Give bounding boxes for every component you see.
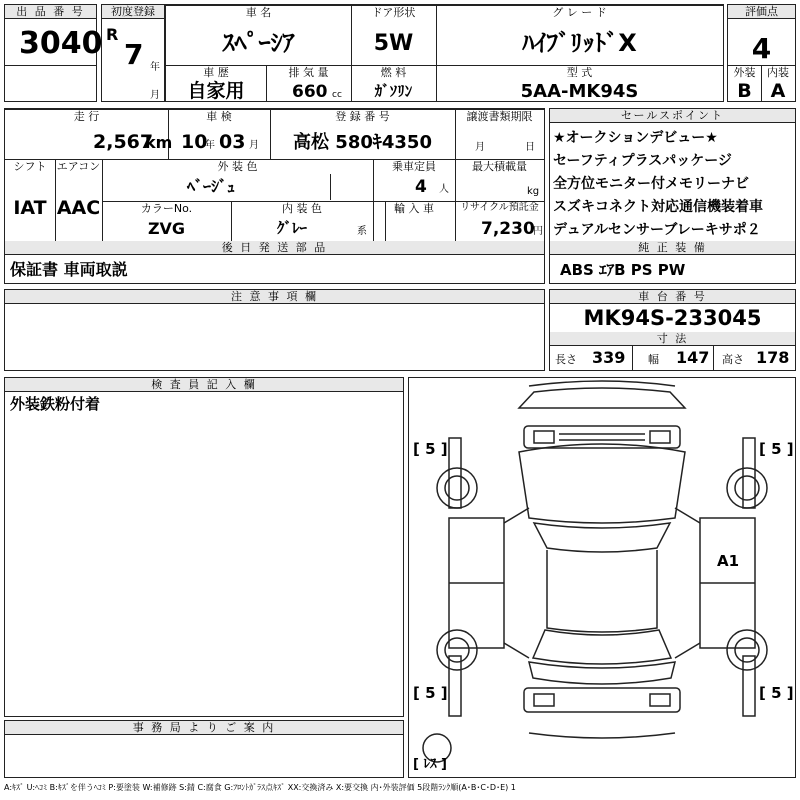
model-label: 型 式 <box>566 66 593 79</box>
door-label: ドア形状 <box>371 6 416 19</box>
height-label: 高さ <box>722 353 744 366</box>
height: 178 <box>756 348 790 367</box>
load-label: 最大積載量 <box>472 160 527 173</box>
exterior-label: 外装 <box>733 66 756 79</box>
model-code: 5AA-MK94S <box>520 81 639 102</box>
recycle-unit: 円 <box>533 226 543 237</box>
vehicle-name: ｽﾍﾟｰｼｱ <box>222 29 295 57</box>
exterior-grade: B <box>737 80 752 102</box>
shift-label: シフト <box>13 160 47 173</box>
lot-label: 出 品 番 号 <box>5 5 96 19</box>
mileage-unit: km <box>145 133 173 152</box>
door-type: 5W <box>373 31 414 56</box>
chassis-label: 車 台 番 号 <box>550 290 795 304</box>
grade-label: グ レ ー ド <box>552 6 607 19</box>
tire-rear-left: [ 5 ] <box>413 684 448 702</box>
later-parts: 保証書 車両取説 <box>10 260 128 279</box>
sales-point: セーフティプラスパッケージ <box>553 153 732 169</box>
sales-box <box>549 108 796 284</box>
equipment-label: 純 正 装 備 <box>550 241 795 255</box>
inspector-notes: 外装鉄粉付着 <box>10 395 101 413</box>
damage-mark: A1 <box>717 552 740 570</box>
length: 339 <box>592 348 626 367</box>
office-label: 事 務 局 よ り ご 案 内 <box>5 721 403 735</box>
air-conditioner: AAC <box>56 197 101 219</box>
transfer-day: 日 <box>525 142 535 153</box>
details-box <box>4 108 545 284</box>
ac-label: エアコン <box>56 160 101 173</box>
inspector-label: 検 査 員 記 入 欄 <box>5 378 403 392</box>
color-number: ZVG <box>147 219 186 238</box>
sales-point: デュアルセンサーブレーキサポ２ <box>553 222 761 238</box>
inspection-month: 03 <box>219 131 246 153</box>
lot-box <box>4 4 103 102</box>
car-diagram-box <box>408 377 796 778</box>
dimensions-label: 寸 法 <box>550 332 795 346</box>
width: 147 <box>676 348 710 367</box>
capacity: 4 <box>415 177 427 197</box>
notes-box <box>4 289 545 371</box>
displacement-unit: cc <box>332 90 342 100</box>
month-unit: 月 <box>150 90 160 101</box>
lot-number: 3040 <box>19 26 103 61</box>
mileage: 2,567 <box>93 131 154 153</box>
displacement-label: 排 気 量 <box>288 66 329 79</box>
history-label: 車 歴 <box>203 66 229 79</box>
chassis-box <box>549 289 796 371</box>
fuel: ｶﾞｿﾘﾝ <box>374 82 413 100</box>
int-color-unit: 系 <box>357 226 367 237</box>
inspection-label: 車 検 <box>206 110 232 123</box>
mileage-label: 走 行 <box>73 110 100 123</box>
recycle-label: リサイクル預託金 <box>460 202 539 213</box>
color-no-label: カラーNo. <box>140 202 193 215</box>
sales-label: セールスポイント <box>550 109 795 123</box>
car-diagram <box>409 378 795 777</box>
sales-point: スズキコネクト対応通信機装着車 <box>553 199 763 215</box>
vehicle-main-box <box>165 4 724 102</box>
interior-grade: A <box>770 80 786 102</box>
legend: A:ｷｽﾞ U:ﾍｺﾐ B:ｷｽﾞを伴うﾍｺﾐ P:要塗装 W:補修跡 S:錆 C:腐食 G:ﾌﾛﾝﾄｶﾞﾗｽ点ｷｽﾞ XX:交換済み X:要交換 内･外装評価 5段階ﾗﾝｸ順(A･B･C･D･E) 1 <box>4 783 516 792</box>
interior-color: ｸﾞﾚｰ <box>277 219 308 237</box>
capacity-unit: 人 <box>439 184 449 195</box>
tire-rear-right: [ 5 ] <box>759 684 794 702</box>
chassis-number: MK94S-233045 <box>583 306 762 330</box>
score-box <box>727 4 796 102</box>
length-label: 長さ <box>555 353 577 366</box>
transfer-month: 月 <box>475 142 485 153</box>
plate-number: 高松 580ｷ4350 <box>293 132 432 153</box>
displacement: 660 <box>292 82 328 102</box>
score-label: 評価点 <box>728 5 795 19</box>
import-label: 輸 入 車 <box>394 202 434 215</box>
shift: IAT <box>13 197 47 219</box>
load-unit: kg <box>527 186 540 197</box>
interior-label: 内装 <box>767 66 789 79</box>
int-color-label: 内 装 色 <box>282 202 322 215</box>
insp-month-unit: 月 <box>249 140 259 151</box>
spare-tire: [ ﾚｽ ] <box>413 757 447 772</box>
vehicle-history: 自家用 <box>187 80 245 102</box>
first-reg-year: 7 <box>124 38 144 71</box>
first-reg-box <box>101 4 165 102</box>
score: 4 <box>751 32 772 65</box>
first-reg-label: 初度登録 <box>102 5 164 19</box>
equipment: ABS ｴｱB PS PW <box>560 261 686 279</box>
fuel-label: 燃 料 <box>380 66 407 79</box>
tire-front-left: [ 5 ] <box>413 440 448 458</box>
insp-year-unit: 年 <box>205 140 215 151</box>
width-label: 幅 <box>648 353 659 366</box>
year-unit: 年 <box>150 62 160 73</box>
era: R <box>106 25 119 44</box>
recycle-fee: 7,230 <box>481 219 535 239</box>
office-box <box>4 720 404 778</box>
inspection-year: 10 <box>181 131 208 153</box>
color-label: 外 装 色 <box>217 160 258 173</box>
name-label: 車 名 <box>245 6 272 19</box>
transfer-label: 譲渡書類期限 <box>466 110 533 123</box>
plate-label: 登 録 番 号 <box>335 110 390 123</box>
sales-point: 全方位モニター付メモリーナビ <box>553 176 749 192</box>
grade: ﾊｲﾌﾞﾘｯﾄﾞX <box>522 29 637 57</box>
tire-front-right: [ 5 ] <box>759 440 794 458</box>
exterior-color: ﾍﾞｰｼﾞｭ <box>187 177 236 196</box>
notes-label: 注 意 事 項 欄 <box>5 290 544 304</box>
inspector-box <box>4 377 404 717</box>
capacity-label: 乗車定員 <box>392 160 436 173</box>
later-parts-label: 後 日 発 送 部 品 <box>5 241 544 255</box>
sales-point: ★オークションデビュー★ <box>553 130 718 146</box>
